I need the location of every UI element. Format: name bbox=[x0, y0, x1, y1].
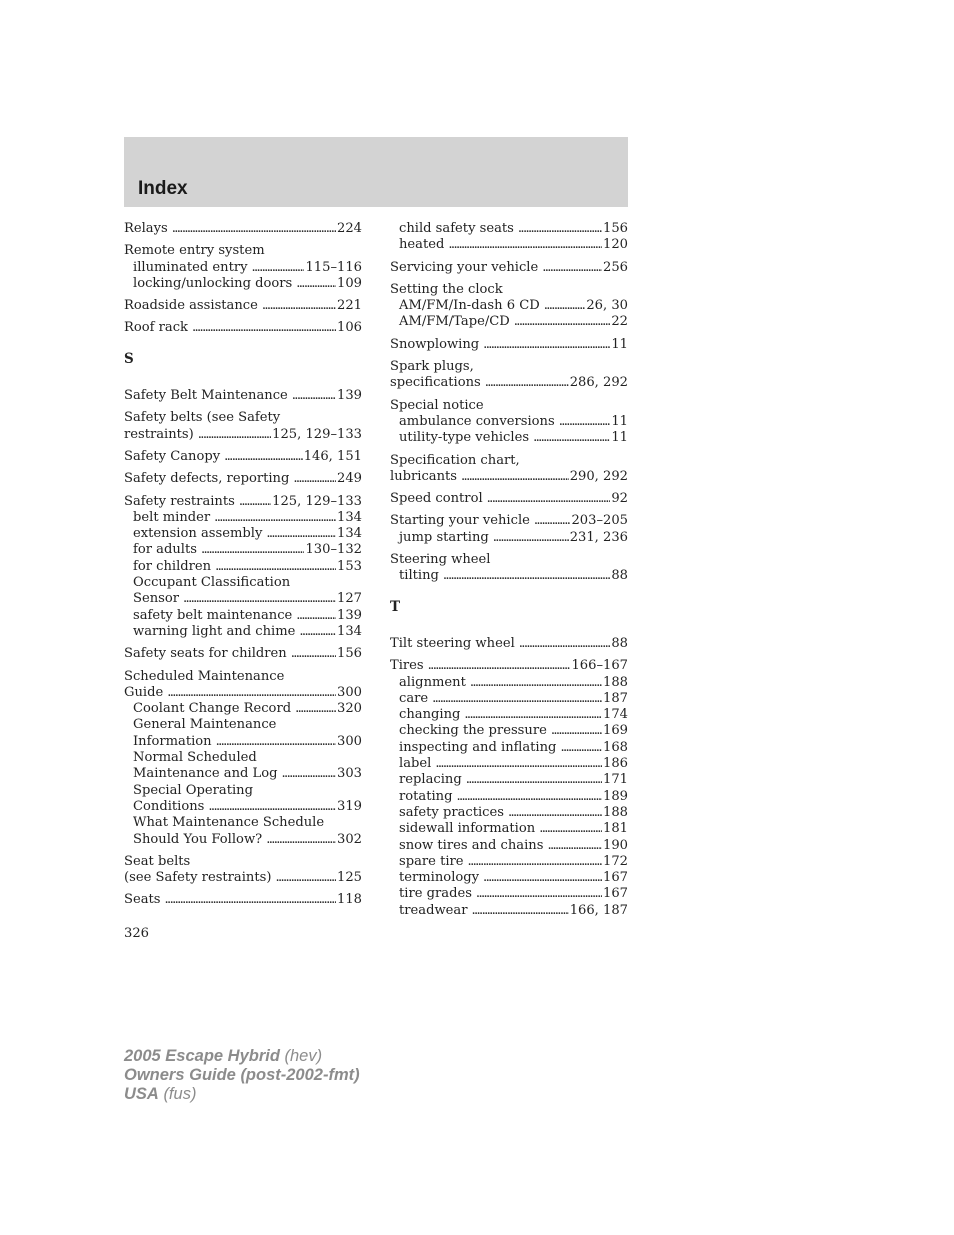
dot-leader bbox=[299, 624, 336, 640]
entry-term: child safety seats bbox=[399, 221, 514, 236]
entry-page-ref: 127 bbox=[337, 591, 362, 607]
entry-term: Speed control bbox=[390, 491, 483, 507]
entry-term: jump starting bbox=[399, 529, 489, 545]
index-entry bbox=[124, 320, 362, 336]
dot-leader bbox=[291, 646, 336, 662]
entry-page-ref: 187 bbox=[603, 690, 628, 706]
index-subentry-line bbox=[124, 766, 362, 782]
index-subentry-line bbox=[390, 298, 628, 314]
entry-term: safety belt maintenance bbox=[133, 607, 293, 623]
entry-page-ref: 134 bbox=[337, 526, 362, 542]
index-entry bbox=[124, 646, 362, 662]
entry-page-ref: 171 bbox=[603, 772, 628, 788]
index-entry bbox=[390, 636, 628, 652]
index-subentry-line bbox=[390, 530, 628, 546]
footer-line-2 bbox=[124, 1066, 360, 1085]
entry-term: replacing bbox=[399, 772, 462, 788]
entry-page-ref: 109 bbox=[337, 275, 362, 291]
entry-term: Specification chart, bbox=[390, 452, 520, 468]
dot-leader bbox=[487, 491, 611, 507]
index-subentry-line bbox=[124, 542, 362, 558]
dot-leader bbox=[560, 740, 602, 756]
index-entry-line bbox=[390, 398, 628, 414]
index-entry-line bbox=[124, 449, 362, 465]
footer-guide: Owners Guide (post-2002-fmt) bbox=[124, 1066, 360, 1084]
dot-leader bbox=[215, 559, 336, 575]
index-subentry-line bbox=[124, 559, 362, 575]
entry-page-ref: 300 bbox=[337, 684, 362, 700]
entry-page-ref: 11 bbox=[611, 336, 628, 352]
entry-term: Information bbox=[133, 733, 212, 749]
index-subentry-line bbox=[124, 591, 362, 607]
entry-term: Guide bbox=[124, 684, 164, 700]
entry-page-ref: 130–132 bbox=[305, 542, 362, 558]
entry-term: belt minder bbox=[133, 509, 211, 525]
index-subentry-line bbox=[124, 717, 362, 733]
index-entry bbox=[124, 449, 362, 465]
entry-term: lubricants bbox=[390, 468, 458, 484]
footer-line-3 bbox=[124, 1085, 360, 1104]
footer-model: 2005 Escape Hybrid bbox=[124, 1047, 280, 1065]
entry-page-ref: 115–116 bbox=[305, 259, 362, 275]
dot-leader bbox=[476, 886, 602, 902]
entry-term: rotating bbox=[399, 788, 453, 804]
entry-page-ref: 139 bbox=[337, 388, 362, 404]
dot-leader bbox=[533, 430, 610, 446]
entry-page-ref: 300 bbox=[337, 733, 362, 749]
entry-term: Remote entry system bbox=[124, 243, 265, 259]
index-subentry-line bbox=[390, 740, 628, 756]
dot-leader bbox=[293, 471, 336, 487]
index-subentry-line bbox=[124, 575, 362, 591]
footer-model-code: (hev) bbox=[284, 1047, 323, 1065]
dot-leader bbox=[448, 237, 602, 253]
entry-term: Roadside assistance bbox=[124, 298, 258, 314]
dot-leader bbox=[466, 772, 602, 788]
dot-leader bbox=[192, 320, 336, 336]
index-entry-line bbox=[390, 469, 628, 485]
dot-leader bbox=[216, 734, 336, 750]
entry-term: Safety Canopy bbox=[124, 448, 221, 464]
entry-page-ref: 189 bbox=[603, 788, 628, 804]
index-entry bbox=[124, 669, 362, 848]
dot-leader bbox=[282, 766, 336, 782]
entry-term: What Maintenance Schedule bbox=[133, 815, 325, 831]
index-entry-line bbox=[390, 337, 628, 353]
dot-leader bbox=[542, 260, 602, 276]
index-entry-line bbox=[390, 282, 628, 298]
page-title: Index bbox=[138, 178, 188, 199]
entry-term: Snowplowing bbox=[390, 336, 480, 352]
entry-term: Spark plugs, bbox=[390, 359, 474, 375]
index-entry-line bbox=[124, 646, 362, 662]
index-subentry-line bbox=[390, 903, 628, 919]
index-entry bbox=[390, 260, 628, 276]
dot-leader bbox=[435, 756, 602, 772]
dot-leader bbox=[519, 636, 611, 652]
entry-page-ref: 134 bbox=[337, 509, 362, 525]
index-subentry-line bbox=[124, 815, 362, 831]
index-entry bbox=[390, 398, 628, 447]
index-entry-line bbox=[124, 892, 362, 908]
dot-leader bbox=[266, 526, 336, 542]
index-subentry-line bbox=[124, 734, 362, 750]
entry-page-ref: 167 bbox=[603, 886, 628, 902]
index-column-right bbox=[390, 221, 628, 925]
entry-term: Should You Follow? bbox=[133, 831, 263, 847]
index-entry bbox=[124, 854, 362, 887]
entry-term: Safety restraints bbox=[124, 493, 235, 509]
entry-page-ref: 188 bbox=[603, 674, 628, 690]
entry-term: General Maintenance bbox=[133, 717, 277, 733]
entry-term: changing bbox=[399, 707, 461, 723]
entry-page-ref: 125, 129–133 bbox=[272, 426, 362, 442]
dot-leader bbox=[295, 701, 336, 717]
index-entry bbox=[124, 892, 362, 908]
index-subentry-line bbox=[124, 624, 362, 640]
dot-leader bbox=[296, 276, 336, 292]
index-entry-line bbox=[124, 471, 362, 487]
entry-term: for children bbox=[133, 558, 212, 574]
dot-leader bbox=[224, 449, 303, 465]
dot-leader bbox=[183, 591, 336, 607]
index-entry bbox=[390, 552, 628, 585]
dot-leader bbox=[470, 675, 602, 691]
index-entry-line bbox=[124, 243, 362, 259]
index-subentry-line bbox=[390, 723, 628, 739]
index-entry-line bbox=[124, 388, 362, 404]
dot-leader bbox=[432, 691, 602, 707]
index-entry-line bbox=[124, 669, 362, 685]
entry-term: AM/FM/In-dash 6 CD bbox=[399, 298, 540, 314]
dot-leader bbox=[485, 375, 569, 391]
entry-term: extension assembly bbox=[133, 526, 263, 542]
entry-page-ref: 146, 151 bbox=[303, 448, 362, 464]
index-subentry-line bbox=[124, 750, 362, 766]
dot-leader bbox=[464, 707, 602, 723]
entry-page-ref: 22 bbox=[611, 314, 628, 330]
entry-page-ref: 303 bbox=[337, 766, 362, 782]
index-subentry-line bbox=[390, 691, 628, 707]
dot-leader bbox=[172, 221, 336, 237]
entry-term: Relays bbox=[124, 221, 168, 236]
index-entry bbox=[390, 453, 628, 486]
index-entry-line bbox=[124, 870, 362, 886]
dot-leader bbox=[456, 789, 602, 805]
index-entry-line bbox=[124, 494, 362, 510]
entry-term: safety practices bbox=[399, 804, 504, 820]
entry-term: Steering wheel bbox=[390, 552, 491, 568]
dot-leader bbox=[292, 388, 336, 404]
entry-page-ref: 186 bbox=[603, 756, 628, 772]
index-subentry-line bbox=[124, 510, 362, 526]
index-subentry-line bbox=[124, 799, 362, 815]
index-entry-line bbox=[390, 260, 628, 276]
index-subentry-line bbox=[124, 832, 362, 848]
dot-leader bbox=[514, 314, 611, 330]
entry-page-ref: 302 bbox=[337, 831, 362, 847]
entry-page-ref: 166–167 bbox=[571, 658, 628, 674]
entry-term: sidewall information bbox=[399, 821, 536, 837]
index-subentry-line bbox=[390, 675, 628, 691]
dot-leader bbox=[508, 805, 602, 821]
entry-term: Setting the clock bbox=[390, 281, 503, 297]
entry-term: Servicing your vehicle bbox=[390, 259, 539, 275]
entry-page-ref: 88 bbox=[611, 568, 628, 584]
index-entry bbox=[390, 658, 628, 919]
index-entry bbox=[390, 221, 628, 254]
document-footer bbox=[124, 1047, 360, 1104]
entry-term: Tires bbox=[390, 658, 424, 674]
entry-term: Safety belts (see Safety bbox=[124, 410, 281, 426]
index-subentry-line bbox=[390, 838, 628, 854]
entry-term: Sensor bbox=[133, 591, 180, 607]
entry-page-ref: 11 bbox=[611, 430, 628, 446]
dot-leader bbox=[428, 658, 571, 674]
dot-leader bbox=[471, 903, 568, 919]
entry-term: locking/unlocking doors bbox=[133, 275, 293, 291]
index-subentry-line bbox=[124, 260, 362, 276]
index-entry-line bbox=[124, 854, 362, 870]
dot-leader bbox=[443, 568, 610, 584]
entry-page-ref: 169 bbox=[603, 723, 628, 739]
index-entry-line bbox=[124, 685, 362, 701]
footer-market-code: (fus) bbox=[163, 1085, 197, 1103]
index-entry-line bbox=[124, 298, 362, 314]
index-entry-line bbox=[124, 320, 362, 336]
entry-term: Starting your vehicle bbox=[390, 513, 530, 529]
index-entry bbox=[124, 221, 362, 237]
index-subentry-line bbox=[124, 608, 362, 624]
entry-page-ref: 92 bbox=[611, 491, 628, 507]
dot-leader bbox=[167, 685, 336, 701]
entry-page-ref: 221 bbox=[337, 298, 362, 314]
index-entry bbox=[124, 471, 362, 487]
dot-leader bbox=[296, 608, 336, 624]
dot-leader bbox=[266, 832, 336, 848]
entry-term: Conditions bbox=[133, 798, 205, 814]
entry-page-ref: 153 bbox=[337, 558, 362, 574]
dot-leader bbox=[547, 838, 602, 854]
entry-page-ref: 203–205 bbox=[571, 513, 628, 529]
index-subentry-line bbox=[390, 707, 628, 723]
index-subentry-line bbox=[390, 414, 628, 430]
index-entry-line bbox=[390, 513, 628, 529]
dot-leader bbox=[262, 298, 336, 314]
index-entry bbox=[390, 282, 628, 331]
entry-page-ref: 319 bbox=[337, 798, 362, 814]
entry-page-ref: 172 bbox=[603, 853, 628, 869]
index-letter-heading: S bbox=[124, 350, 134, 367]
index-entry bbox=[390, 513, 628, 546]
entry-page-ref: 188 bbox=[603, 804, 628, 820]
entry-page-ref: 139 bbox=[337, 607, 362, 623]
entry-term: terminology bbox=[399, 870, 480, 886]
index-subentry-line bbox=[390, 805, 628, 821]
entry-term: Seat belts bbox=[124, 853, 191, 869]
footer-line-1 bbox=[124, 1047, 360, 1066]
index-entry-line bbox=[390, 359, 628, 375]
footer-market: USA bbox=[124, 1085, 159, 1103]
entry-term: Occupant Classification bbox=[133, 575, 291, 591]
entry-term: spare tire bbox=[399, 853, 464, 869]
entry-page-ref: 88 bbox=[611, 635, 628, 651]
index-subentry-line bbox=[390, 886, 628, 902]
entry-term: (see Safety restraints) bbox=[124, 870, 272, 886]
index-entry bbox=[124, 243, 362, 292]
entry-term: Safety seats for children bbox=[124, 646, 287, 662]
entry-page-ref: 125 bbox=[337, 870, 362, 886]
index-entry-line bbox=[124, 427, 362, 443]
index-entry-line bbox=[390, 658, 628, 674]
entry-term: restraints) bbox=[124, 426, 194, 442]
dot-leader bbox=[201, 542, 305, 558]
page-number: 326 bbox=[124, 926, 149, 941]
entry-term: utility-type vehicles bbox=[399, 430, 530, 446]
entry-page-ref: 320 bbox=[337, 701, 362, 717]
entry-term: tilting bbox=[399, 568, 439, 584]
entry-page-ref: 125, 129–133 bbox=[272, 493, 362, 509]
entry-page-ref: 168 bbox=[603, 739, 628, 755]
index-header-band bbox=[124, 137, 628, 207]
entry-term: specifications bbox=[390, 375, 481, 391]
dot-leader bbox=[239, 494, 271, 510]
index-entry bbox=[124, 410, 362, 443]
entry-page-ref: 256 bbox=[603, 259, 628, 275]
dot-leader bbox=[544, 298, 586, 314]
index-subentry-line bbox=[390, 568, 628, 584]
dot-leader bbox=[539, 821, 602, 837]
entry-term: label bbox=[399, 756, 432, 772]
dot-leader bbox=[483, 337, 610, 353]
entry-term: AM/FM/Tape/CD bbox=[399, 314, 510, 330]
index-entry-line bbox=[124, 410, 362, 426]
entry-term: warning light and chime bbox=[133, 623, 296, 639]
index-subentry-line bbox=[390, 821, 628, 837]
entry-term: Safety defects, reporting bbox=[124, 471, 290, 487]
entry-page-ref: 156 bbox=[603, 221, 628, 236]
entry-page-ref: 106 bbox=[337, 320, 362, 336]
entry-term: Safety Belt Maintenance bbox=[124, 388, 288, 404]
entry-page-ref: 190 bbox=[603, 837, 628, 853]
index-entry bbox=[390, 491, 628, 507]
dot-leader bbox=[559, 414, 611, 430]
entry-term: Tilt steering wheel bbox=[390, 635, 515, 651]
entry-term: Special notice bbox=[390, 397, 484, 413]
entry-page-ref: 290, 292 bbox=[569, 468, 628, 484]
entry-term: tire grades bbox=[399, 886, 472, 902]
dot-leader bbox=[551, 723, 602, 739]
index-subentry-line bbox=[390, 430, 628, 446]
entry-term: treadwear bbox=[399, 902, 468, 918]
index-entry bbox=[124, 298, 362, 314]
entry-page-ref: 286, 292 bbox=[569, 375, 628, 391]
index-entry bbox=[124, 494, 362, 641]
entry-page-ref: 120 bbox=[603, 237, 628, 253]
entry-term: ambulance conversions bbox=[399, 413, 555, 429]
entry-term: Scheduled Maintenance bbox=[124, 668, 285, 684]
dot-leader bbox=[252, 260, 305, 276]
index-entry-line bbox=[390, 552, 628, 568]
entry-term: Special Operating bbox=[133, 782, 253, 798]
index-subentry-line bbox=[390, 870, 628, 886]
index-entry bbox=[390, 337, 628, 353]
entry-page-ref: 166, 187 bbox=[569, 902, 628, 918]
dot-leader bbox=[461, 469, 569, 485]
entry-page-ref: 181 bbox=[603, 821, 628, 837]
entry-term: illuminated entry bbox=[133, 259, 248, 275]
dot-leader bbox=[198, 427, 271, 443]
entry-page-ref: 134 bbox=[337, 623, 362, 639]
index-column-left bbox=[124, 221, 362, 915]
entry-page-ref: 26, 30 bbox=[586, 298, 628, 314]
dot-leader bbox=[534, 513, 571, 529]
index-subentry-line bbox=[390, 237, 628, 253]
entry-term: Maintenance and Log bbox=[133, 766, 278, 782]
entry-page-ref: 224 bbox=[337, 221, 362, 236]
index-subentry-line bbox=[124, 783, 362, 799]
entry-page-ref: 231, 236 bbox=[569, 529, 628, 545]
entry-page-ref: 174 bbox=[603, 707, 628, 723]
index-subentry-line bbox=[390, 789, 628, 805]
entry-term: heated bbox=[399, 237, 445, 253]
dot-leader bbox=[214, 510, 336, 526]
index-subentry-line bbox=[390, 854, 628, 870]
index-entry bbox=[390, 359, 628, 392]
index-entry bbox=[124, 388, 362, 404]
entry-page-ref: 118 bbox=[337, 892, 362, 908]
entry-term: for adults bbox=[133, 542, 197, 558]
index-subentry-line bbox=[124, 276, 362, 292]
entry-term: Normal Scheduled bbox=[133, 750, 257, 766]
index-subentry-line bbox=[390, 221, 628, 237]
entry-term: Seats bbox=[124, 892, 161, 908]
index-entry-line bbox=[390, 453, 628, 469]
index-subentry-line bbox=[124, 526, 362, 542]
entry-term: checking the pressure bbox=[399, 723, 547, 739]
index-subentry-line bbox=[390, 772, 628, 788]
dot-leader bbox=[518, 221, 602, 237]
entry-page-ref: 156 bbox=[337, 646, 362, 662]
dot-leader bbox=[208, 799, 336, 815]
dot-leader bbox=[493, 530, 569, 546]
entry-term: Coolant Change Record bbox=[133, 701, 292, 717]
index-subentry-line bbox=[390, 314, 628, 330]
index-letter-heading: T bbox=[390, 598, 401, 615]
entry-term: snow tires and chains bbox=[399, 837, 544, 853]
entry-term: Roof rack bbox=[124, 320, 188, 336]
index-entry-line bbox=[390, 491, 628, 507]
dot-leader bbox=[275, 870, 336, 886]
entry-page-ref: 249 bbox=[337, 471, 362, 487]
entry-term: care bbox=[399, 690, 429, 706]
dot-leader bbox=[468, 854, 602, 870]
index-subentry-line bbox=[124, 701, 362, 717]
index-entry-line bbox=[124, 221, 362, 237]
index-entry-line bbox=[390, 375, 628, 391]
entry-term: inspecting and inflating bbox=[399, 739, 557, 755]
entry-page-ref: 11 bbox=[611, 413, 628, 429]
dot-leader bbox=[483, 870, 602, 886]
entry-page-ref: 167 bbox=[603, 870, 628, 886]
dot-leader bbox=[165, 892, 336, 908]
entry-term: alignment bbox=[399, 674, 466, 690]
index-entry-line bbox=[390, 636, 628, 652]
index-subentry-line bbox=[390, 756, 628, 772]
